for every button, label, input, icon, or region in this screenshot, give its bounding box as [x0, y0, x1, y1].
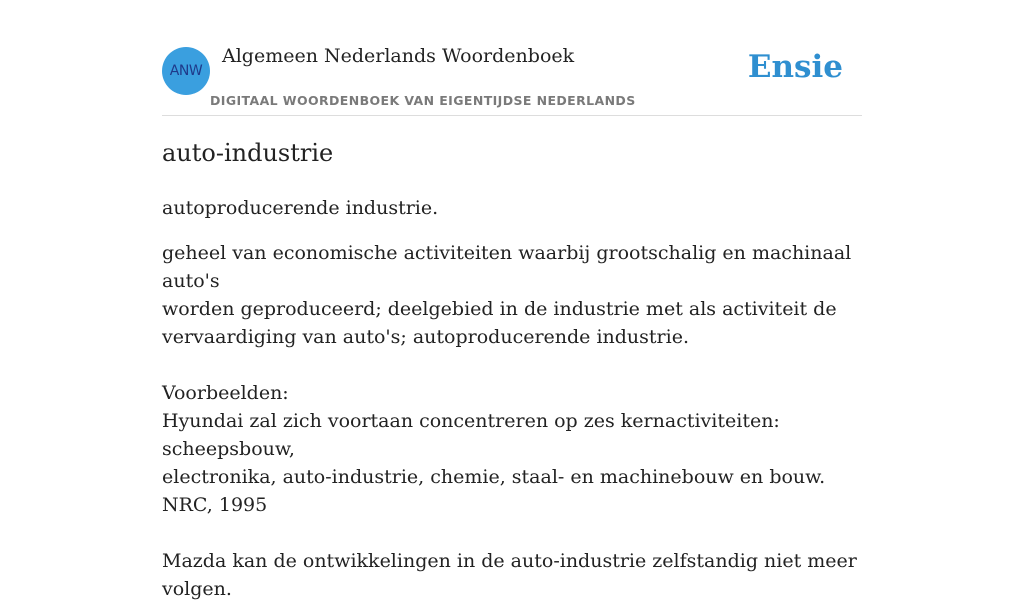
- spacer: [162, 351, 862, 379]
- definition-line: worden geproduceerd; deelgebied in de industrie met als activiteit de: [162, 298, 837, 320]
- anw-logo[interactable]: ANW: [162, 47, 210, 95]
- definition-line: geheel van economische activiteiten waarbij grootschalig en machinaal auto's: [162, 242, 852, 292]
- example-line: Hyundai zal zich voortaan concentreren op zes kernactiviteiten: scheepsbouw,: [162, 410, 780, 460]
- example-line: electronika, auto-industrie, chemie, staal- en machinebouw en bouw.: [162, 466, 826, 488]
- site-title[interactable]: Algemeen Nederlands Woordenboek: [222, 45, 575, 67]
- page: [162, 0, 862, 600]
- entry-title: auto-industrie: [162, 139, 334, 167]
- definition-body: [162, 239, 862, 603]
- example-source: NRC, 1995: [162, 494, 268, 516]
- definition-line: vervaardiging van auto's; autoproducerende industrie.: [162, 326, 689, 348]
- example-line: Mazda kan de ontwikkelingen in de auto-industrie zelfstandig niet meer volgen.: [162, 550, 857, 600]
- site-subtitle: DIGITAAL WOORDENBOEK VAN EIGENTIJDSE NEDERLANDS: [210, 93, 636, 108]
- examples-heading: Voorbeelden:: [162, 382, 289, 404]
- spacer: [162, 519, 862, 547]
- short-definition: autoproducerende industrie.: [162, 197, 439, 219]
- site-header: [162, 0, 862, 116]
- ensie-brand-link[interactable]: Ensie: [747, 49, 843, 85]
